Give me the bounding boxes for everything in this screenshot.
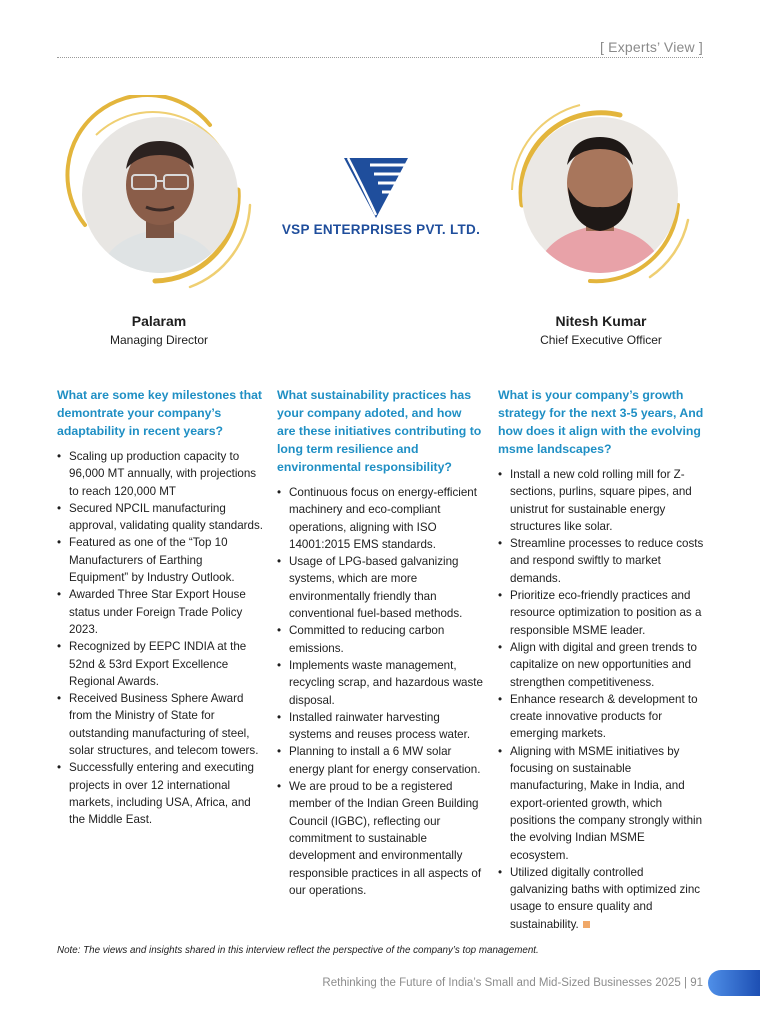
list-item: • Streamline processes to reduce costs and respond swiftly to market demands. xyxy=(498,535,704,587)
bullet-list-sustainability xyxy=(277,484,483,899)
list-item: • Aligning with MSME initiatives by focusing on sustainable manufacturing, Make in India, and export-oriented growth, which positions the company strongly within the evolving Indian MSME ecosystem. xyxy=(498,743,704,864)
list-item: • Successfully entering and executing projects in over 12 international markets, including USA, Africa, and the Middle East. xyxy=(57,759,263,828)
person-role-left: Managing Director xyxy=(109,333,209,347)
company-name: VSP ENTERPRISES PVT. LTD. xyxy=(281,222,481,237)
list-item: • Implements waste management, recycling scrap, and hazardous waste disposal. xyxy=(277,657,483,709)
section-tag: [ Experts’ View ] xyxy=(600,39,703,55)
list-item: • Continuous focus on energy-efficient machinery and eco-compliant operations, aligning with ISO 14001:2015 EMS standards. xyxy=(277,484,483,553)
header-divider xyxy=(57,57,703,58)
nitesh-kumar-photo xyxy=(522,117,678,273)
list-item: • We are proud to be a registered member of the Indian Green Building Council (IGBC), reflecting our commitment to sustainable development and environmentally responsible practices in all aspects of our operations. xyxy=(277,778,483,899)
list-item: • Received Business Sphere Award from the Ministry of State for outstanding manufacturing of steel, solar structures, and telecom towers. xyxy=(57,690,263,759)
last-bullet-text: Utilized digitally controlled galvanizing baths with optimized zinc usage to ensure quality and sustainability. xyxy=(510,865,701,931)
question-growth-strategy: What is your company’s growth strategy for the next 3-5 years, And how does it align with the evolving msme landscapes? xyxy=(498,388,704,456)
list-item: • Featured as one of the “Top 10 Manufacturers of Earthing Equipment” by Industry Outlook. xyxy=(57,534,263,586)
question-sustainability: What sustainability practices has your company adoted, and how are these initiatives contributing to long term resilience and environmental responsibility? xyxy=(277,388,482,474)
list-item: • Usage of LPG-based galvanizing systems, which are more environmentally friendly than conventional fuel-based methods. xyxy=(277,553,483,622)
list-item: • Awarded Three Star Export House status under Foreign Trade Policy 2023. xyxy=(57,586,263,638)
bullet-list-milestones xyxy=(57,448,263,829)
list-item: • Recognized by EEPC INDIA at the 52nd & 53rd Export Excellence Regional Awards. xyxy=(57,638,263,690)
portrait-nitesh-kumar xyxy=(500,95,700,295)
list-item xyxy=(498,864,704,933)
palaram-photo xyxy=(82,117,238,273)
footer-tab-decoration xyxy=(708,970,760,996)
list-item: • Scaling up production capacity to 96,000 MT annually, with projections to reach 120,000 MT xyxy=(57,448,263,500)
column-milestones xyxy=(57,386,263,829)
vsp-logo-icon xyxy=(276,155,486,221)
list-item: • Committed to reducing carbon emissions. xyxy=(277,622,483,657)
article-end-mark xyxy=(583,921,590,928)
person-name-left: Palaram xyxy=(131,313,187,329)
list-item: • Align with digital and green trends to capitalize on new opportunities and strengthen competitiveness. xyxy=(498,639,704,691)
column-growth-strategy xyxy=(498,386,704,933)
list-item: • Planning to install a 6 MW solar energy plant for energy conservation. xyxy=(277,743,483,778)
person-name-right: Nitesh Kumar xyxy=(555,313,647,329)
list-item: • Secured NPCIL manufacturing approval, validating quality standards. xyxy=(57,500,263,535)
list-item: • Install a new cold rolling mill for Z-sections, purlins, square pipes, and unistrut for sustainable energy structures like solar. xyxy=(498,466,704,535)
question-milestones: What are some key milestones that demontrate your company’s adaptability in recent years? xyxy=(57,388,263,438)
bullet-list-growth-strategy xyxy=(498,466,704,933)
person-role-right: Chief Executive Officer xyxy=(540,333,662,347)
column-sustainability xyxy=(277,386,483,899)
disclaimer-note: Note: The views and insights shared in this interview reflect the perspective of the company’s top management. xyxy=(57,945,539,956)
page-footer: Rethinking the Future of India’s Small and Mid-Sized Businesses 2025 | 91 xyxy=(322,977,703,989)
portrait-palaram xyxy=(60,95,260,295)
list-item: • Prioritize eco-friendly practices and resource optimization to position as a responsible MSME leader. xyxy=(498,587,704,639)
list-item: • Enhance research & development to create innovative products for emerging markets. xyxy=(498,691,704,743)
company-logo xyxy=(276,155,486,245)
list-item: • Installed rainwater harvesting systems and reuses process water. xyxy=(277,709,483,744)
